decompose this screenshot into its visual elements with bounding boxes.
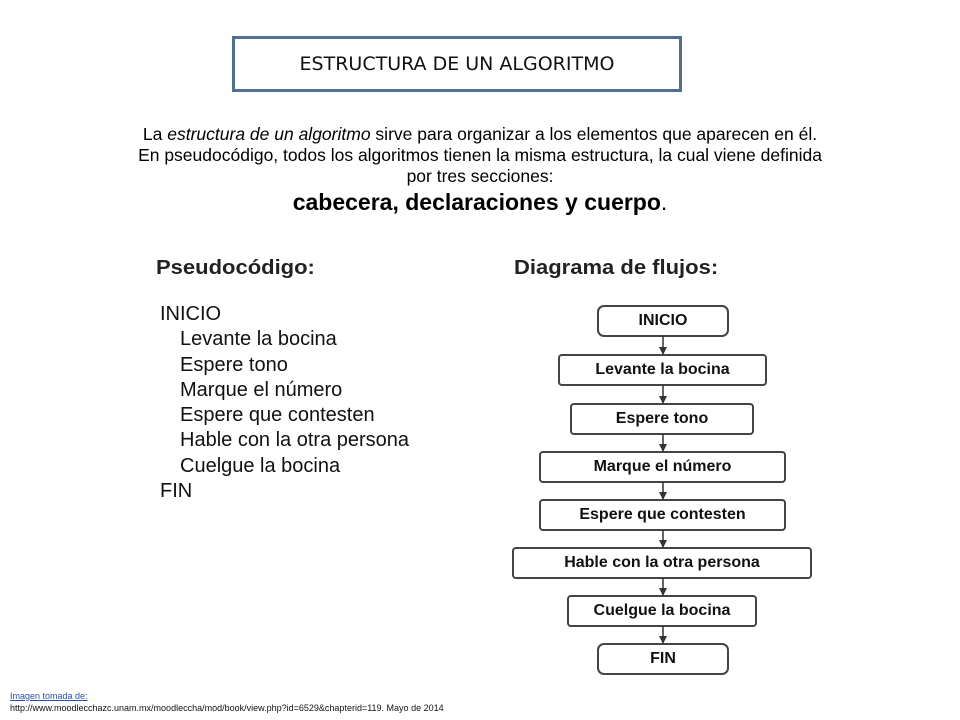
pseudocode-line: Hable con la otra persona [180,429,410,452]
flowchart-heading: Diagrama de flujos: [514,257,719,279]
flow-label: Hable con la otra persona [564,554,760,571]
flow-label: Marque el número [593,458,732,475]
flow-label: Espere que contesten [579,506,746,523]
pseudocode-heading: Pseudocódigo: [156,257,315,279]
pseudocode-line: Marque el número [180,378,343,401]
intro-emphasis-end: . [660,189,668,215]
intro-italic: estructura de un algoritmo [167,124,371,144]
flow-label: FIN [650,650,676,667]
pseudocode-line: Espere tono [180,353,288,376]
source-link[interactable]: Imagen tomada de: [10,691,88,701]
source-footer [10,690,444,714]
intro-line2: En pseudocódigo, todos los algoritmos tienen la misma estructura, la cual viene definida [138,145,822,165]
pseudocode-line: INICIO [160,303,222,325]
pseudocode-line: Espere que contesten [180,404,375,427]
flow-label: Espere tono [615,410,709,427]
flow-label: INICIO [638,312,688,329]
source-url: http://www.moodlecchazc.unam.mx/moodleccha/mod/book/view.php?id=6529&chapterid=119. Mayo de 2014 [10,703,444,713]
slide-title: ESTRUCTURA DE UN ALGORITMO [232,36,682,92]
intro-emphasis: cabecera, declaraciones y cuerpo [292,189,661,215]
pseudocode-line: Cuelgue la bocina [180,454,341,477]
intro-line3: por tres secciones: [406,166,554,186]
flow-label: Cuelgue la bocina [593,602,731,619]
pseudocode-line: FIN [160,480,193,503]
flow-label: Levante la bocina [595,361,730,378]
intro-seg1: La [142,124,168,144]
intro-seg3: sirve para organizar a los elementos que aparecen en él. [370,124,818,144]
pseudocode-line: Levante la bocina [180,328,337,351]
